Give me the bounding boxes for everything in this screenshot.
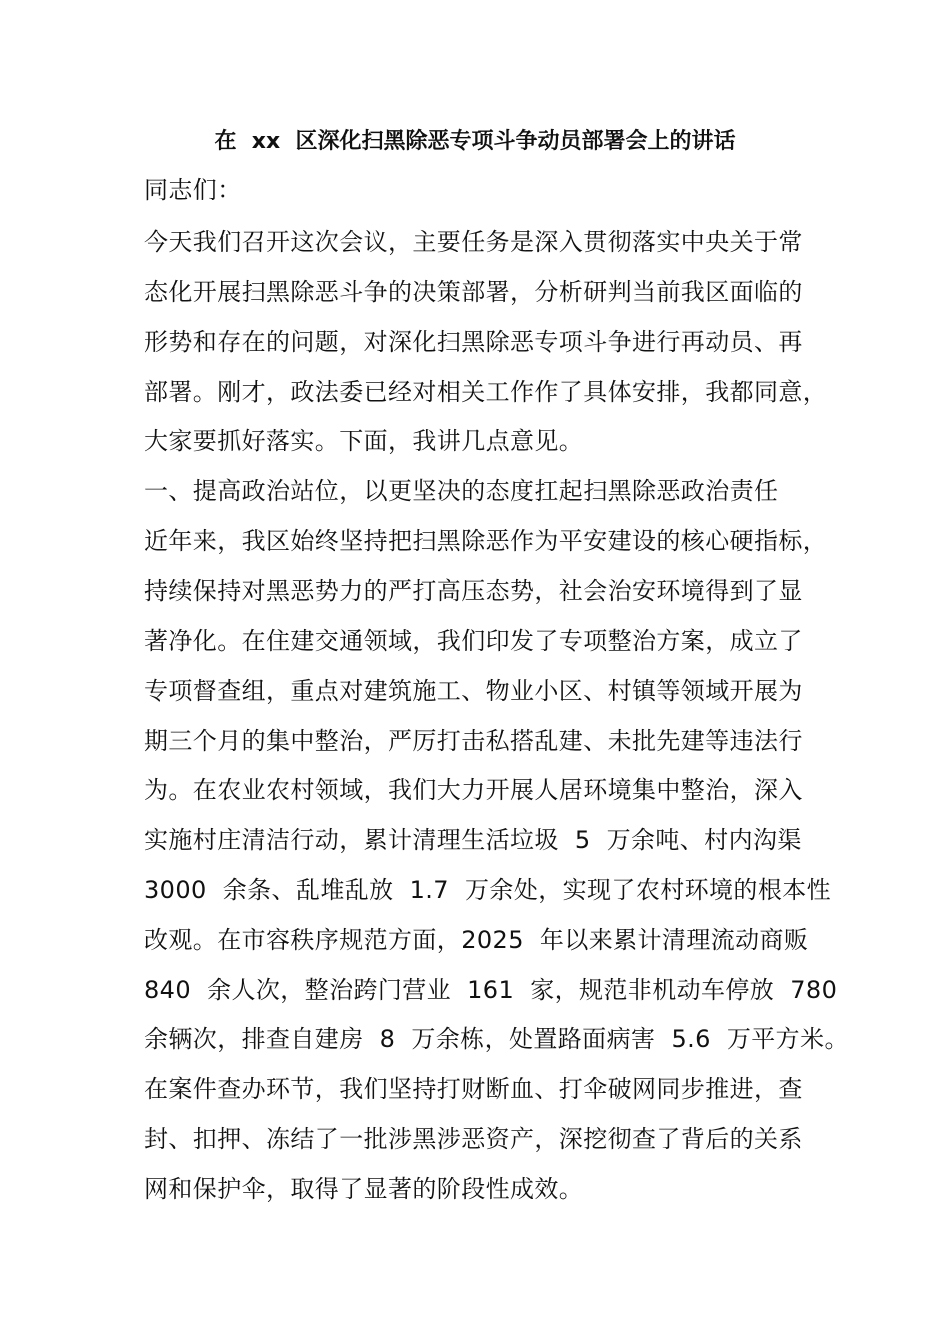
body-line: 今天我们召开这次会议，主要任务是深入贯彻落实中央关于常 bbox=[144, 228, 803, 256]
body-line: 封、扣押、冻结了一批涉黑涉恶资产，深挖彻查了背后的关系 bbox=[144, 1125, 803, 1153]
body-line: 840 余人次，整治跨门营业 161 家，规范非机动车停放 780 bbox=[144, 976, 838, 1004]
body-line: 持续保持对黑恶势力的严打高压态势，社会治安环境得到了显 bbox=[144, 577, 803, 605]
body-line: 专项督查组，重点对建筑施工、物业小区、村镇等领域开展为 bbox=[144, 677, 803, 705]
body-line: 网和保护伞，取得了显著的阶段性成效。 bbox=[144, 1175, 584, 1203]
body-line: 改观。在市容秩序规范方面，2025 年以来累计清理流动商贩 bbox=[144, 926, 809, 954]
document-title: 在 xx 区深化扫黑除恶专项斗争动员部署会上的讲话 bbox=[214, 129, 736, 154]
body-line: 期三个月的集中整治，严厉打击私搭乱建、未批先建等违法行 bbox=[144, 727, 803, 755]
body-line: 部署。刚才，政法委已经对相关工作作了具体安排，我都同意， bbox=[144, 378, 828, 406]
body-line: 形势和存在的问题，对深化扫黑除恶专项斗争进行再动员、再 bbox=[144, 328, 803, 356]
body-line: 著净化。在住建交通领域，我们印发了专项整治方案，成立了 bbox=[144, 627, 803, 655]
body-line: 为。在农业农村领域，我们大力开展人居环境集中整治，深入 bbox=[144, 776, 803, 804]
section-heading: 一、提高政治站位，以更坚决的态度扛起扫黑除恶政治责任 bbox=[144, 477, 779, 505]
body-line: 余辆次，排查自建房 8 万余栋，处置路面病害 5.6 万平方米。 bbox=[144, 1025, 849, 1053]
salutation: 同志们： bbox=[144, 176, 242, 204]
body-line: 态化开展扫黑除恶斗争的决策部署，分析研判当前我区面临的 bbox=[144, 278, 803, 306]
body-line: 大家要抓好落实。下面，我讲几点意见。 bbox=[144, 427, 584, 455]
body-line: 3000 余条、乱堆乱放 1.7 万余处，实现了农村环境的根本性 bbox=[144, 876, 832, 904]
body-line: 在案件查办环节，我们坚持打财断血、打伞破网同步推进，查 bbox=[144, 1075, 803, 1103]
body-line: 实施村庄清洁行动，累计清理生活垃圾 5 万余吨、村内沟渠 bbox=[144, 826, 802, 854]
body-line: 近年来，我区始终坚持把扫黑除恶作为平安建设的核心硬指标， bbox=[144, 527, 828, 555]
